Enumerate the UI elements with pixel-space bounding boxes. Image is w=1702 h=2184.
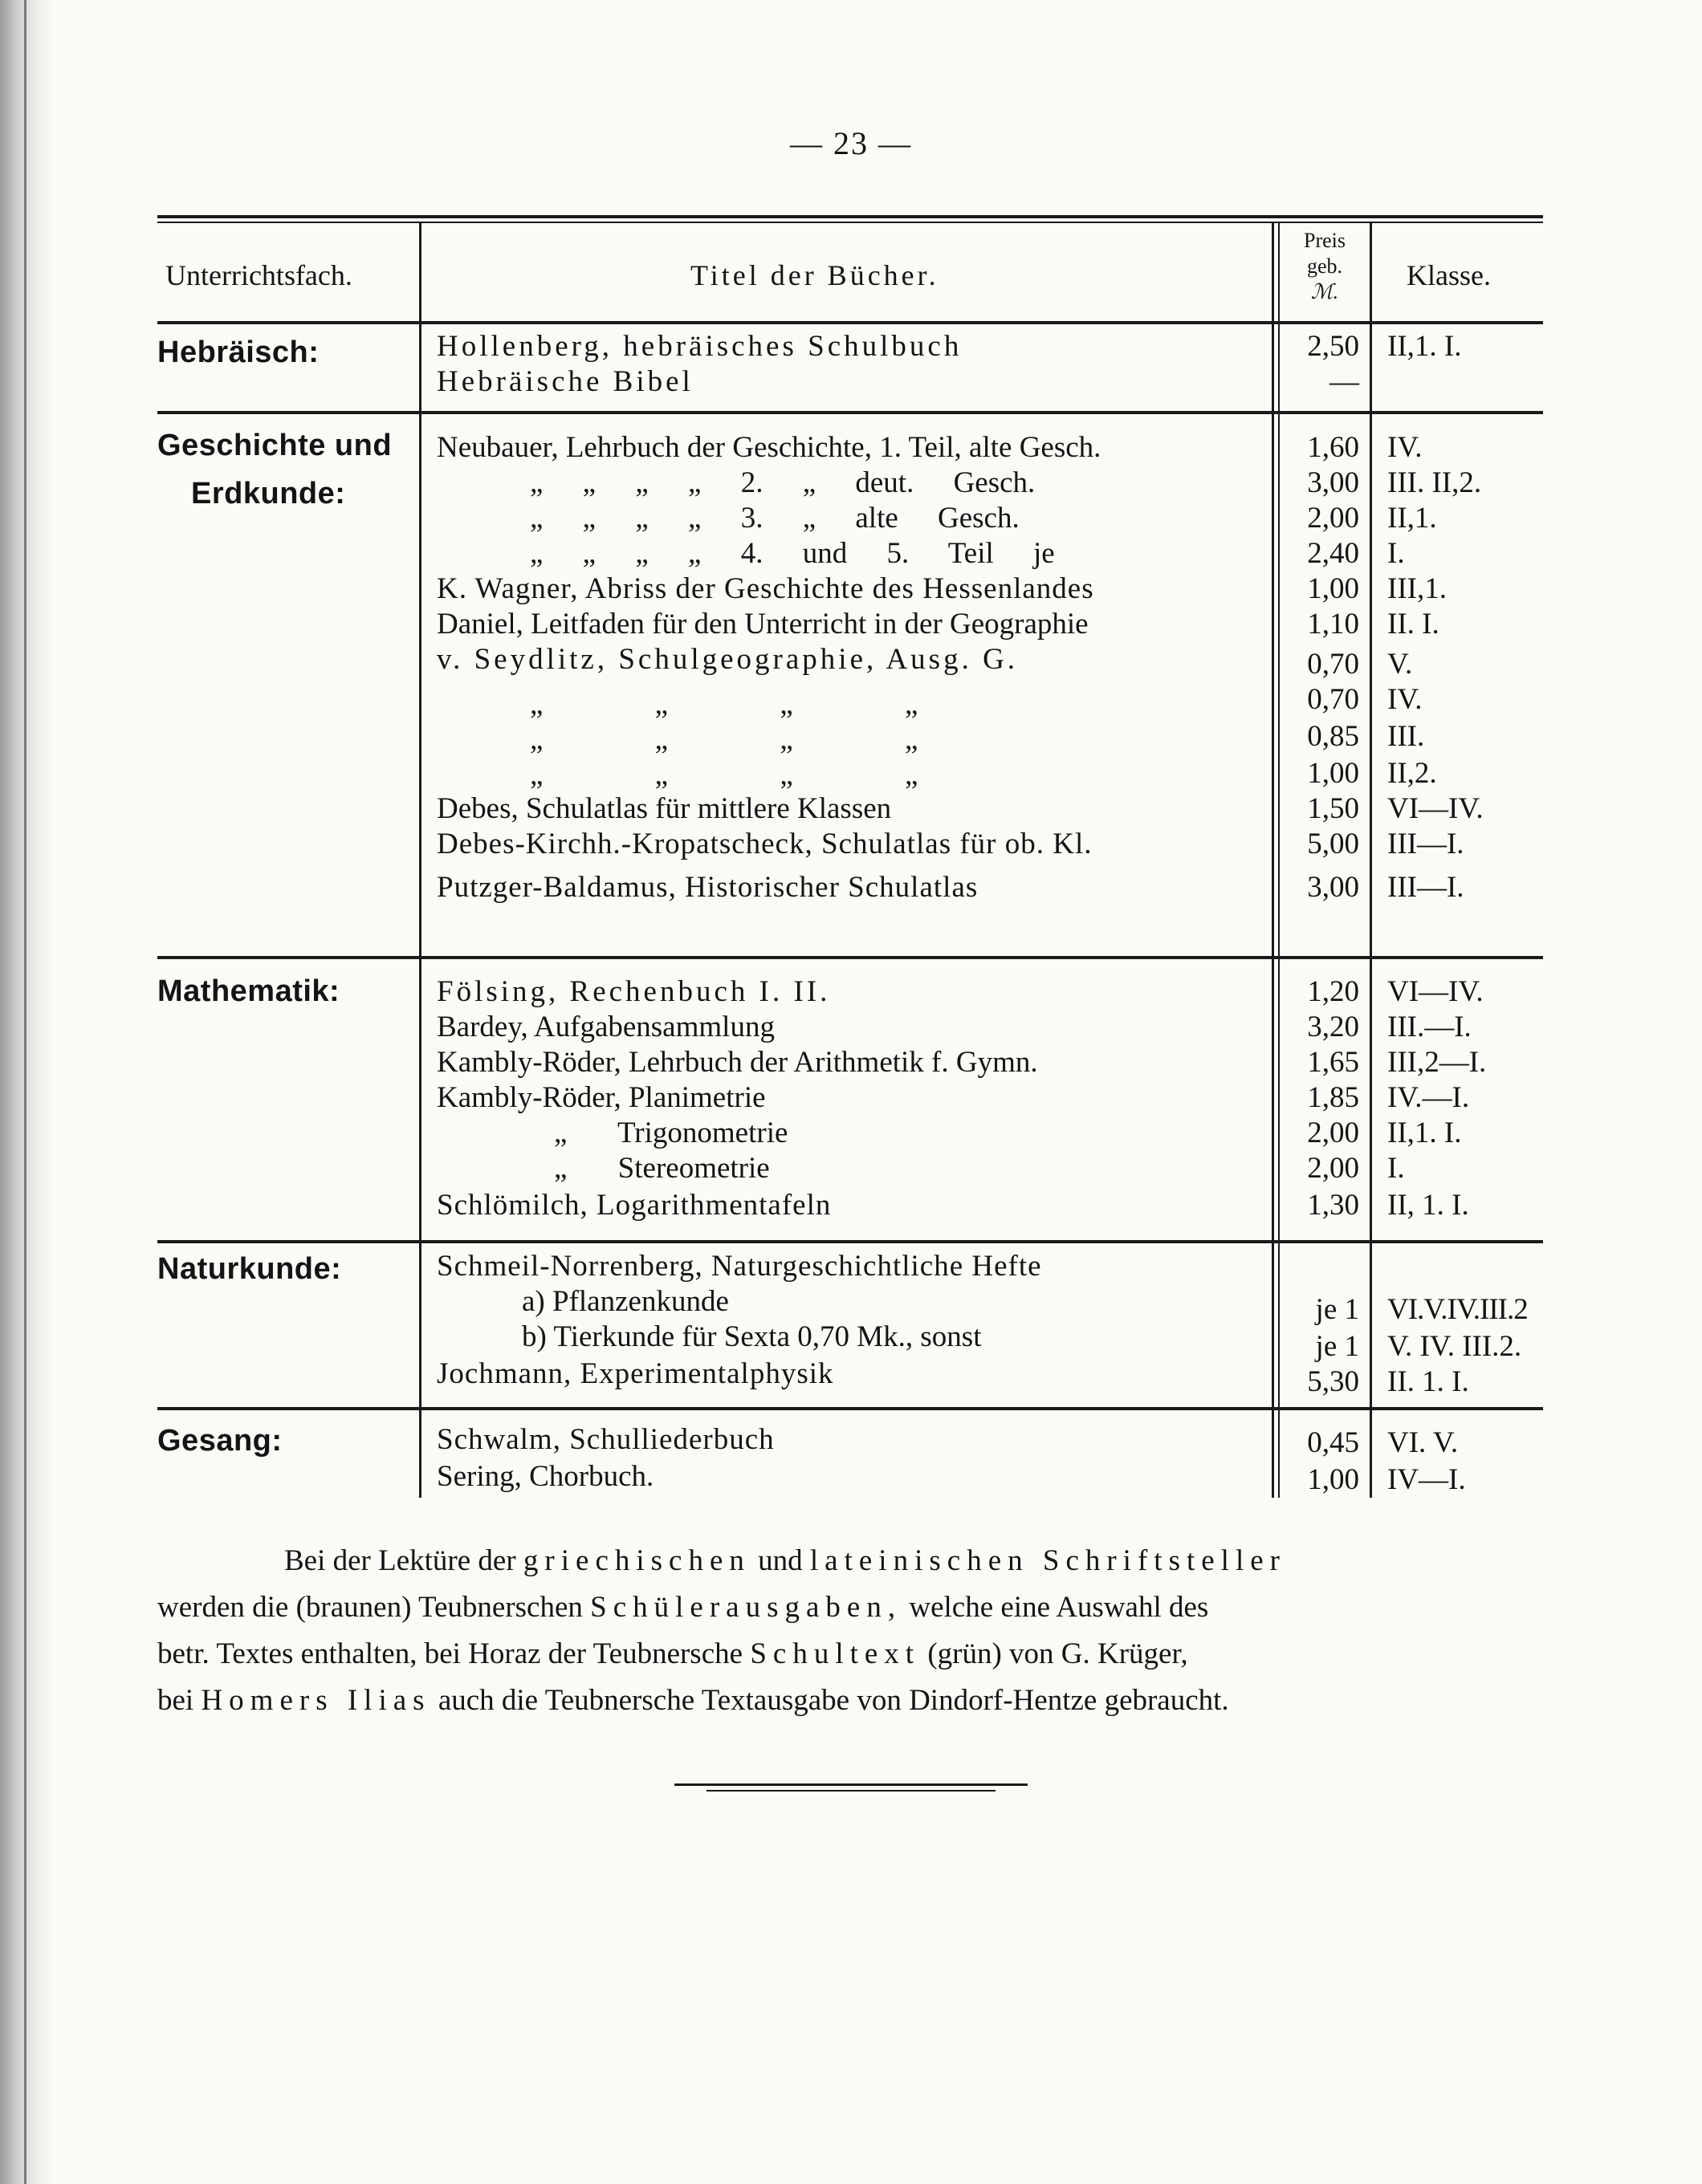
book-price: 1,50	[1307, 792, 1359, 825]
subject-gesang: Gesang:	[157, 1424, 283, 1458]
book-class: III—I.	[1387, 871, 1464, 904]
column-divider	[1370, 222, 1372, 1498]
section-rule	[157, 956, 1543, 959]
book-price: 1,60	[1307, 431, 1359, 464]
book-class: IV—I.	[1387, 1463, 1466, 1496]
table-top-rule-inner	[157, 222, 1543, 223]
section-rule	[157, 1240, 1543, 1243]
book-class: II,2.	[1387, 757, 1437, 790]
book-class: V.	[1387, 648, 1413, 681]
book-title: „ „ „ „	[530, 759, 918, 791]
book-title: „ „ „ „ 2. „ deut. Gesch.	[530, 466, 1036, 499]
book-class: VI. V.	[1387, 1426, 1459, 1459]
book-title: „ „ „ „	[530, 723, 918, 756]
book-price: je 1	[1315, 1293, 1359, 1326]
book-title: Schmeil-Norrenberg, Naturgeschichtliche Hefte	[437, 1250, 1042, 1283]
header-subject: Unterrichtsfach.	[165, 259, 352, 291]
book-title: „ „ „ „	[530, 688, 918, 721]
book-title: b) Tierkunde für Sexta 0,70 Mk., sonst	[522, 1320, 982, 1353]
subject-erdkunde: Erdkunde:	[191, 477, 346, 510]
book-title: a) Pflanzenkunde	[522, 1285, 729, 1318]
book-price: 1,85	[1307, 1081, 1359, 1114]
book-price: 3,20	[1307, 1011, 1359, 1043]
section-rule	[157, 411, 1543, 414]
book-title: Bardey, Aufgabensammlung	[437, 1011, 775, 1043]
book-price: 5,30	[1307, 1365, 1359, 1398]
subject-mathematik: Mathematik:	[157, 974, 340, 1008]
book-title: Schlömilch, Logarithmentafeln	[437, 1189, 832, 1222]
column-divider	[1278, 222, 1280, 1498]
book-title: Fölsing, Rechenbuch I. II.	[437, 975, 831, 1008]
book-price: 3,00	[1307, 466, 1359, 499]
book-class: V. IV. III.2.	[1387, 1330, 1522, 1363]
book-class: VI—IV.	[1387, 792, 1484, 825]
book-title: Sering, Chorbuch.	[437, 1460, 654, 1493]
book-title: Putzger-Baldamus, Historischer Schulatlas	[437, 871, 979, 904]
header-price: Preis geb. ℳ.	[1304, 229, 1346, 303]
book-class: II. I.	[1387, 608, 1439, 641]
page-number: — 23 —	[790, 125, 912, 161]
book-price: 1,00	[1307, 757, 1359, 790]
scan-edge	[0, 0, 51, 2184]
book-price: 1,10	[1307, 608, 1359, 641]
book-price: 0,85	[1307, 720, 1359, 753]
book-title: „ „ „ „ 4. und 5. Teil je	[530, 537, 1055, 570]
book-class: III. II,2.	[1387, 466, 1482, 499]
book-price: 5,00	[1307, 828, 1359, 860]
book-class: III,1.	[1387, 572, 1447, 605]
book-class: II. 1. I.	[1387, 1365, 1469, 1398]
book-title: Jochmann, Experimentalphysik	[437, 1357, 834, 1390]
book-title: v. Seydlitz, Schulgeographie, Ausg. G.	[437, 643, 1019, 676]
book-title: Daniel, Leitfaden für den Unterricht in der Geographie	[437, 608, 1089, 641]
book-class: III.—I.	[1387, 1011, 1472, 1043]
book-class: II,1.	[1387, 502, 1437, 535]
book-class: III,2—I.	[1387, 1046, 1487, 1079]
book-price: 2,00	[1307, 1116, 1359, 1149]
book-title: Debes-Kirchh.-Kropatscheck, Schulatlas für ob. Kl.	[437, 828, 1093, 860]
book-title: Neubauer, Lehrbuch der Geschichte, 1. Teil, alte Gesch.	[437, 431, 1101, 464]
book-title: K. Wagner, Abriss der Geschichte des Hessenlandes	[437, 572, 1094, 605]
subject-naturkunde: Naturkunde:	[157, 1252, 342, 1286]
book-class: VI—IV.	[1387, 975, 1484, 1008]
book-class: IV.—I.	[1387, 1081, 1470, 1114]
decorative-rule	[674, 1783, 1028, 1786]
book-title: Schwalm, Schulliederbuch	[437, 1423, 775, 1456]
book-price: 1,65	[1307, 1046, 1359, 1079]
book-price: 1,00	[1307, 572, 1359, 605]
table-top-rule	[157, 215, 1543, 218]
book-class: I.	[1387, 1152, 1405, 1185]
book-price: 1,20	[1307, 975, 1359, 1008]
book-title: Hebräische Bibel	[437, 365, 694, 398]
note-paragraph: Bei der Lektüre der griechischen und lateinischen Schriftsteller werden die (braunen) Teubnerschen Schülerausgaben, welche eine Auswahl des betr. Textes enthalten, bei Horaz der Teubnersche Schultext (grün) von G. Krüger, bei Homers Ilias auch die Teubnersche Textausgabe von Dindorf-Hentze gebraucht.	[157, 1544, 1286, 1717]
book-price: 2,00	[1307, 502, 1359, 535]
section-rule	[157, 1407, 1543, 1410]
book-price: 2,00	[1307, 1152, 1359, 1185]
header-bottom-rule	[157, 321, 1543, 324]
book-price: 0,45	[1307, 1426, 1359, 1459]
column-divider	[419, 222, 421, 1498]
book-title: „ Trigonometrie	[554, 1116, 788, 1149]
book-title: „ „ „ „ 3. „ alte Gesch.	[530, 502, 1020, 535]
book-class: IV.	[1387, 683, 1423, 716]
book-price: —	[1329, 365, 1359, 398]
book-class: IV.	[1387, 431, 1423, 464]
book-class: VI.V.IV.III.2	[1387, 1293, 1528, 1326]
book-class: II, 1. I.	[1387, 1189, 1469, 1222]
header-class: Klasse.	[1407, 259, 1491, 291]
decorative-rule	[706, 1790, 996, 1792]
subject-hebraeisch: Hebräisch:	[157, 336, 320, 369]
book-price: 0,70	[1307, 648, 1359, 681]
book-class: II,1. I.	[1387, 1116, 1462, 1149]
subject-geschichte: Geschichte und	[157, 429, 393, 462]
book-price: 1,30	[1307, 1189, 1359, 1222]
book-price: je 1	[1315, 1330, 1359, 1363]
column-divider	[1272, 222, 1274, 1498]
book-class: I.	[1387, 537, 1405, 570]
header-title: Titel der Bücher.	[690, 259, 939, 291]
book-title: Kambly-Röder, Planimetrie	[437, 1081, 766, 1114]
book-price: 2,50	[1307, 330, 1359, 363]
book-price: 3,00	[1307, 871, 1359, 904]
book-class: III—I.	[1387, 828, 1464, 860]
book-price: 2,40	[1307, 537, 1359, 570]
book-class: III.	[1387, 720, 1425, 753]
book-title: „ Stereometrie	[554, 1152, 770, 1185]
book-title: Kambly-Röder, Lehrbuch der Arithmetik f. Gymn.	[437, 1046, 1038, 1079]
book-class: II,1. I.	[1387, 330, 1462, 363]
book-title: Debes, Schulatlas für mittlere Klassen	[437, 792, 892, 825]
book-price: 0,70	[1307, 683, 1359, 716]
book-title: Hollenberg, hebräisches Schulbuch	[437, 330, 963, 363]
book-price: 1,00	[1307, 1463, 1359, 1496]
